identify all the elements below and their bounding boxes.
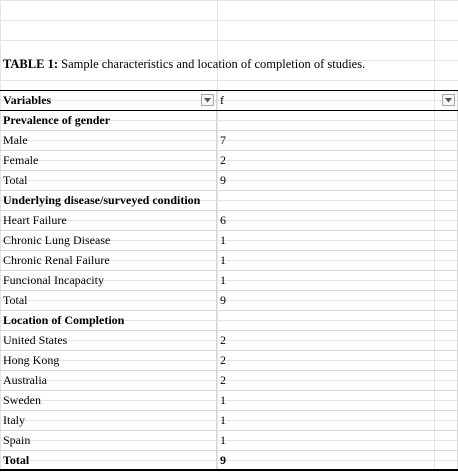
variable-cell[interactable]: Total — [0, 451, 217, 469]
table-row — [0, 271, 458, 291]
table-row — [0, 151, 458, 171]
variable-cell[interactable]: Funcional Incapacity — [0, 271, 217, 290]
variable-cell[interactable]: Spain — [0, 431, 217, 450]
variable-cell[interactable]: Male — [0, 131, 217, 150]
frequency-cell[interactable]: 1 — [217, 251, 458, 270]
variable-cell[interactable]: Italy — [0, 411, 217, 430]
header-f-label: f — [220, 93, 224, 107]
frequency-cell[interactable]: 6 — [217, 211, 458, 230]
frequency-cell[interactable]: 1 — [217, 391, 458, 410]
variable-cell[interactable]: Underlying disease/surveyed condition — [0, 191, 217, 210]
frequency-cell[interactable]: 2 — [217, 351, 458, 370]
filter-dropdown-icon[interactable] — [201, 94, 214, 106]
filter-dropdown-icon[interactable] — [442, 94, 455, 106]
data-table — [0, 90, 458, 471]
table-row — [0, 451, 458, 471]
table-caption-label: TABLE 1: — [3, 57, 58, 71]
section-header-row — [0, 311, 458, 331]
frequency-cell[interactable] — [217, 191, 458, 210]
table-header-row — [0, 91, 458, 111]
frequency-cell[interactable]: 2 — [217, 371, 458, 390]
frequency-cell[interactable] — [217, 111, 458, 130]
frequency-cell[interactable]: 1 — [217, 411, 458, 430]
variable-cell[interactable]: Australia — [0, 371, 217, 390]
variable-cell[interactable]: Location of Completion — [0, 311, 217, 330]
table-row — [0, 411, 458, 431]
variable-cell[interactable]: Hong Kong — [0, 351, 217, 370]
table-row — [0, 291, 458, 311]
section-header-row — [0, 191, 458, 211]
table-body — [0, 111, 458, 471]
frequency-cell[interactable]: 1 — [217, 231, 458, 250]
table-row — [0, 211, 458, 231]
table-row — [0, 171, 458, 191]
table-caption-text: Sample characteristics and location of completion of studies. — [58, 57, 366, 71]
frequency-cell[interactable]: 7 — [217, 131, 458, 150]
header-cell-f[interactable] — [217, 91, 458, 110]
variable-cell[interactable]: United States — [0, 331, 217, 350]
table-row — [0, 371, 458, 391]
header-variables-label: Variables — [3, 93, 52, 107]
frequency-cell[interactable]: 9 — [217, 451, 458, 469]
variable-cell[interactable]: Female — [0, 151, 217, 170]
table-row — [0, 251, 458, 271]
table-row — [0, 431, 458, 451]
table-row — [0, 391, 458, 411]
frequency-cell[interactable]: 9 — [217, 291, 458, 310]
variable-cell[interactable]: Chronic Renal Failure — [0, 251, 217, 270]
variable-cell[interactable]: Sweden — [0, 391, 217, 410]
frequency-cell[interactable]: 2 — [217, 151, 458, 170]
frequency-cell[interactable]: 1 — [217, 271, 458, 290]
frequency-cell[interactable]: 2 — [217, 331, 458, 350]
table-row — [0, 331, 458, 351]
frequency-cell[interactable]: 1 — [217, 431, 458, 450]
frequency-cell[interactable] — [217, 311, 458, 330]
variable-cell[interactable]: Prevalence of gender — [0, 111, 217, 130]
variable-cell[interactable]: Heart Failure — [0, 211, 217, 230]
section-header-row — [0, 111, 458, 131]
table-caption — [3, 57, 365, 72]
table-row — [0, 131, 458, 151]
table-row — [0, 351, 458, 371]
frequency-cell[interactable]: 9 — [217, 171, 458, 190]
variable-cell[interactable]: Total — [0, 291, 217, 310]
variable-cell[interactable]: Total — [0, 171, 217, 190]
header-cell-variables[interactable] — [0, 91, 217, 110]
variable-cell[interactable]: Chronic Lung Disease — [0, 231, 217, 250]
table-row — [0, 231, 458, 251]
